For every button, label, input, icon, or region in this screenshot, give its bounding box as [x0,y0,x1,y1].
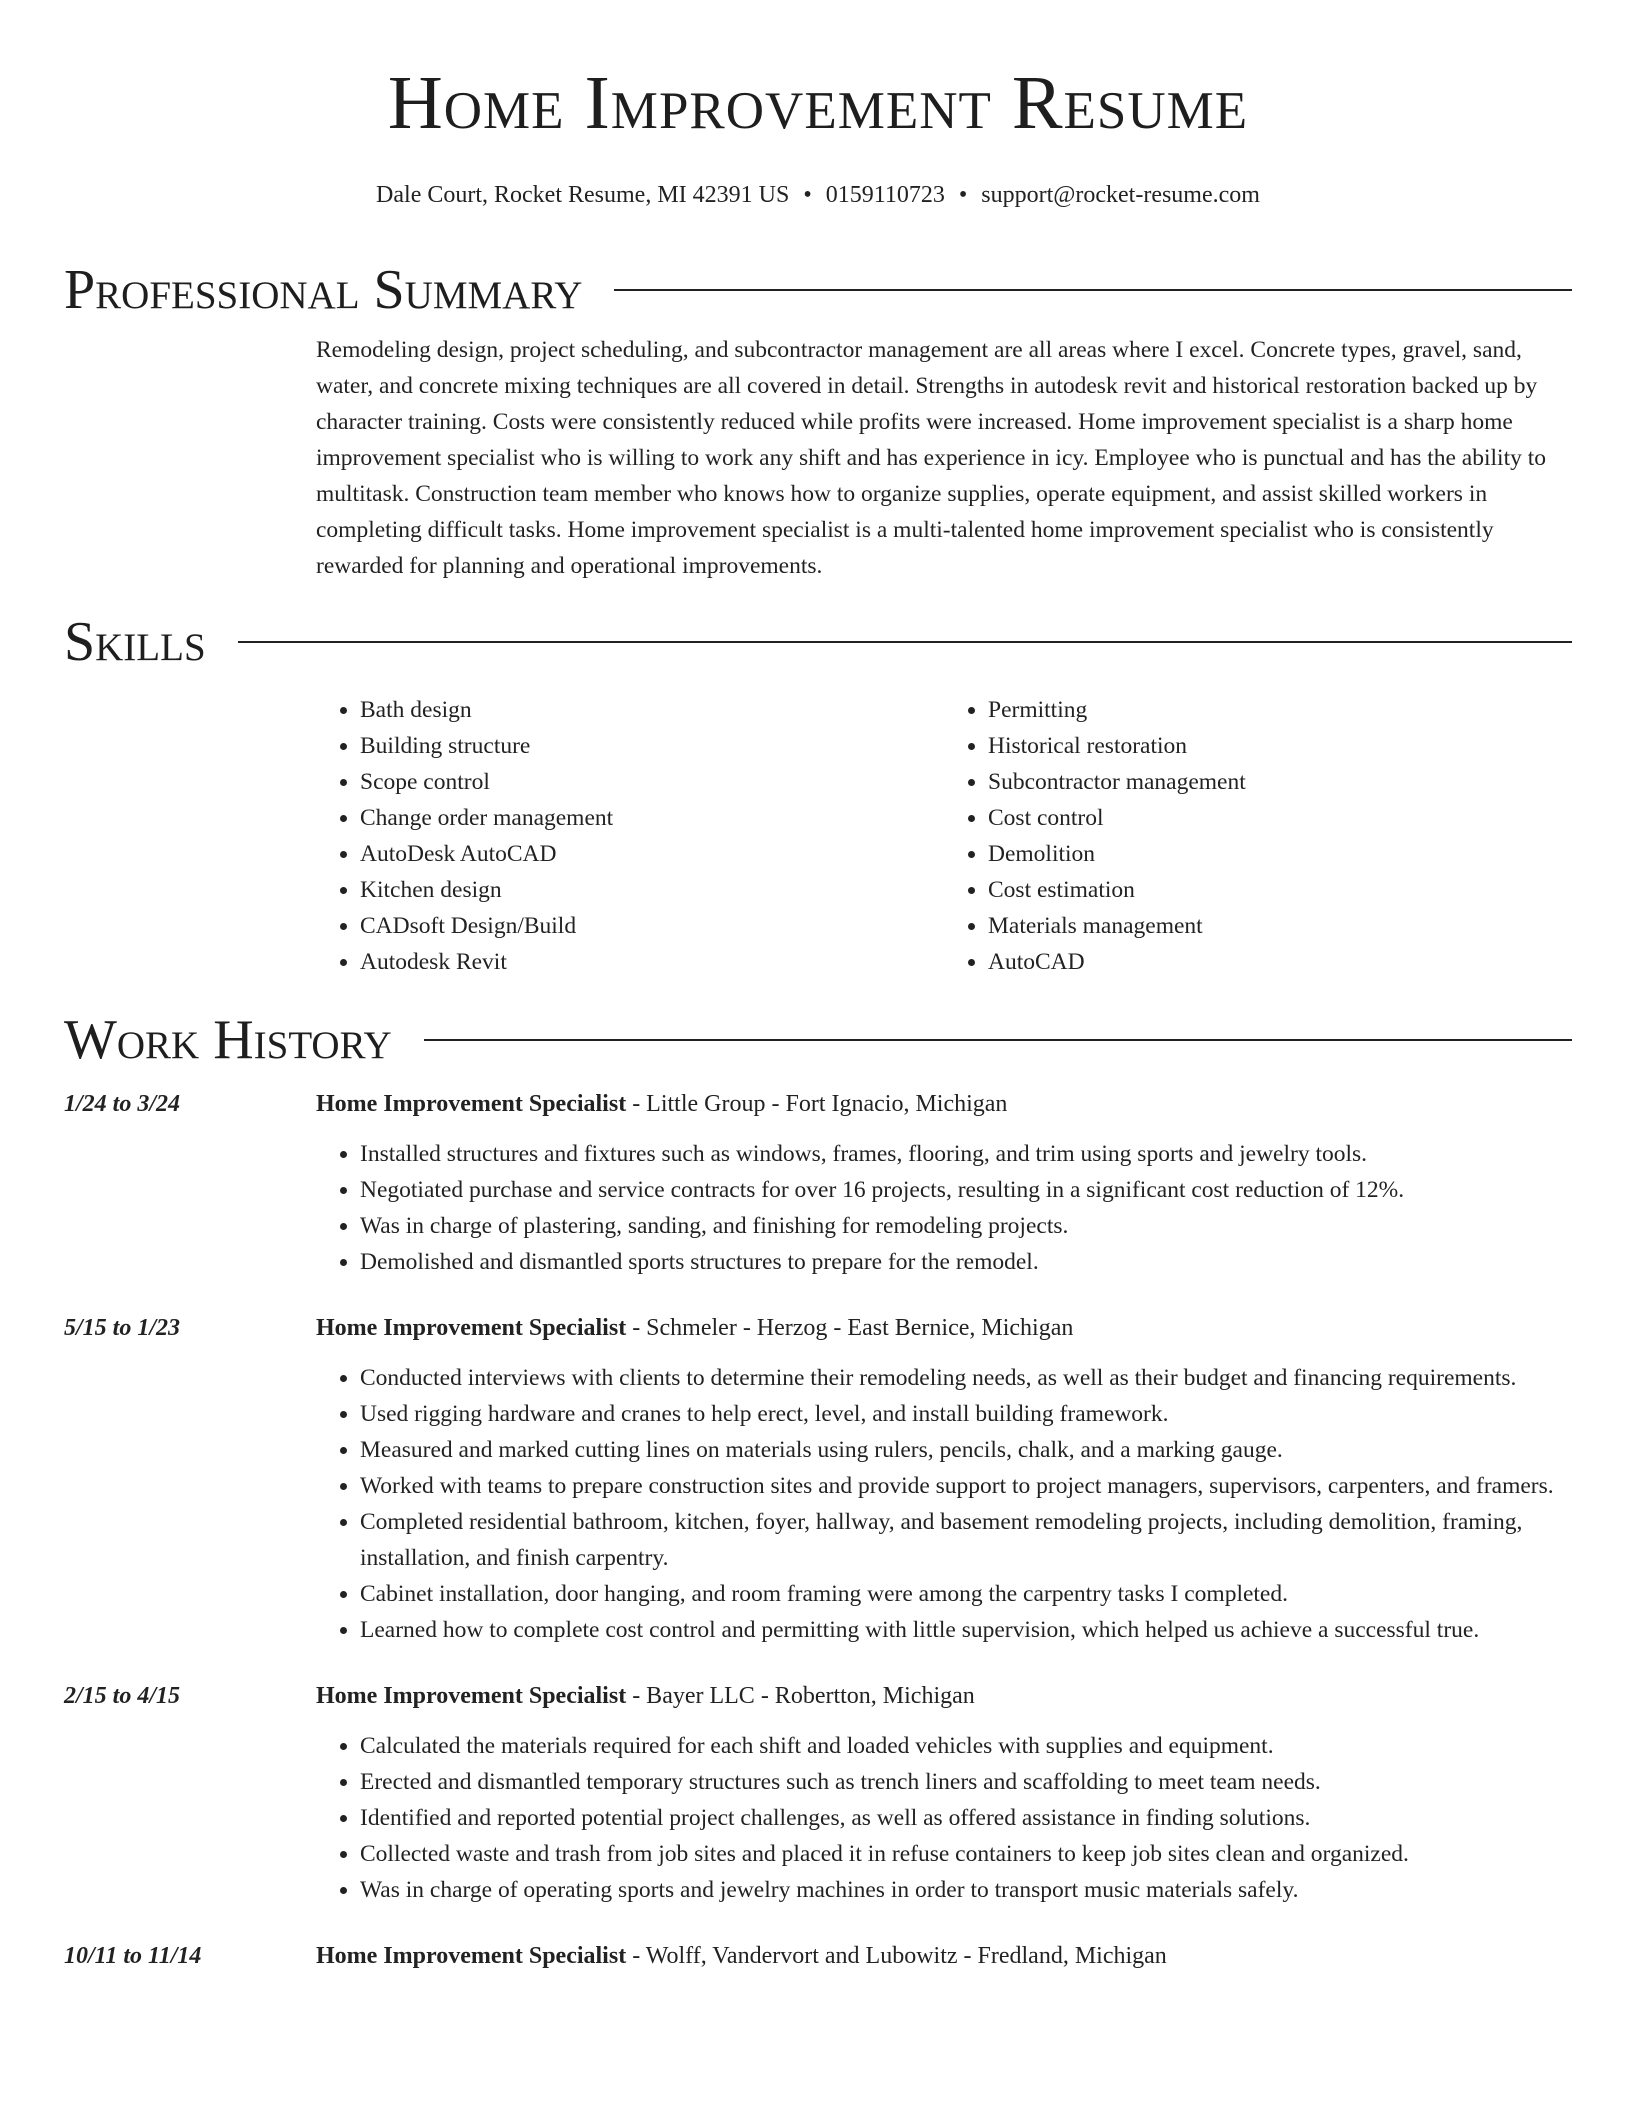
work-entry [64,1678,1572,1908]
list-item: • Change order management [360,800,944,836]
list-item: • Demolished and dismantled sports structures to prepare for the remodel. [360,1244,1572,1280]
list-item: • Used rigging hardware and cranes to help erect, level, and install building framework. [360,1396,1572,1432]
list-item: • Learned how to complete cost control and permitting with little supervision, which helped us achieve a successful true. [360,1612,1572,1648]
work-entry [64,1086,1572,1280]
list-item: • Demolition [988,836,1572,872]
work-section-header [64,1010,1572,1070]
job-employer-location: - Schmeler - Herzog - East Bernice, Michigan [626,1315,1074,1341]
contact-phone: 0159110723 [825,182,945,208]
list-item: • Bath design [360,692,944,728]
list-item: • Installed structures and fixtures such as windows, frames, flooring, and trim using sports and jewelry tools. [360,1136,1572,1172]
work-dates: 1/24 to 3/24 [64,1091,181,1117]
job-duties-list [316,1360,1572,1648]
list-item: • AutoCAD [988,944,1572,980]
contact-separator: • [958,182,968,208]
list-item: • Measured and marked cutting lines on materials using rulers, pencils, chalk, and a marking gauge. [360,1432,1572,1468]
list-item: • Kitchen design [360,872,944,908]
section-divider [614,289,1572,291]
skills-heading: Skills [64,611,206,673]
job-employer-location: - Little Group - Fort Ignacio, Michigan [626,1091,1008,1117]
job-title: Home Improvement Specialist [316,1943,627,1969]
list-item: • CADsoft Design/Build [360,908,944,944]
work-dates: 10/11 to 11/14 [64,1943,202,1969]
skills-list-right [944,692,1572,980]
resume-page [64,0,1572,1974]
list-item: • Subcontractor management [988,764,1572,800]
job-duties-list [316,1136,1572,1280]
work-entry [64,1938,1572,1974]
list-item: • Cost estimation [988,872,1572,908]
list-item: • Completed residential bathroom, kitchen, foyer, hallway, and basement remodeling projects, including demolition, framing, installation, and finish carpentry. [360,1504,1572,1576]
job-employer-location: - Bayer LLC - Robertton, Michigan [626,1683,975,1709]
list-item: • Historical restoration [988,728,1572,764]
job-title: Home Improvement Specialist [316,1683,627,1709]
summary-section-header [64,260,1572,320]
list-item: • Cabinet installation, door hanging, and room framing were among the carpentry tasks I completed. [360,1576,1572,1612]
contact-line [64,180,1572,210]
job-employer-location: - Wolff, Vandervort and Lubowitz - Fredland, Michigan [626,1943,1167,1969]
skills-grid [316,692,1572,980]
list-item: • Autodesk Revit [360,944,944,980]
list-item: • Calculated the materials required for each shift and loaded vehicles with supplies and equipment. [360,1728,1572,1764]
list-item: • Erected and dismantled temporary structures such as trench liners and scaffolding to meet team needs. [360,1764,1572,1800]
contact-address: Dale Court, Rocket Resume, MI 42391 US [376,182,790,208]
list-item: • Cost control [988,800,1572,836]
work-history-list [64,1086,1572,1974]
work-dates: 5/15 to 1/23 [64,1315,181,1341]
summary-text: Remodeling design, project scheduling, and subcontractor management are all areas where I excel. Concrete types, gravel, sand, water, and concrete mixing techniques are all covered in detail. Strengths in autodesk revit and historical restoration backed up by character training. Costs were consistently reduced while profits were increased. Home improvement specialist is a sharp home improvement specialist who is willing to work any shift and has experience in icy. Employee who is punctual and has the ability to multitask. Construction team member who knows how to organize supplies, operate equipment, and assist skilled workers in completing difficult tasks. Home improvement specialist is a multi-talented home improvement specialist who is consistently rewarded for planning and operational improvements. [316,337,1546,579]
job-title: Home Improvement Specialist [316,1091,627,1117]
list-item: • Permitting [988,692,1572,728]
list-item: • Materials management [988,908,1572,944]
list-item: • Negotiated purchase and service contracts for over 16 projects, resulting in a significant cost reduction of 12%. [360,1172,1572,1208]
list-item: • Worked with teams to prepare construction sites and provide support to project managers, supervisors, carpenters, and framers. [360,1468,1572,1504]
work-dates: 2/15 to 4/15 [64,1683,181,1709]
skills-section-header [64,612,1572,672]
resume-title: Home Improvement Resume [387,61,1249,145]
list-item: • Identified and reported potential project challenges, as well as offered assistance in finding solutions. [360,1800,1572,1836]
skills-list-left [316,692,944,980]
summary-heading: Professional Summary [64,259,583,321]
list-item: • Building structure [360,728,944,764]
work-heading: Work History [64,1009,392,1071]
work-heading-line [316,1310,1572,1346]
list-item: • Was in charge of operating sports and jewelry machines in order to transport music materials safely. [360,1872,1572,1908]
list-item: • Collected waste and trash from job sites and placed it in refuse containers to keep job sites clean and organized. [360,1836,1572,1872]
work-heading-line [316,1678,1572,1714]
contact-separator: • [803,182,812,208]
work-heading-line [316,1938,1572,1974]
list-item: • Conducted interviews with clients to determine their remodeling needs, as well as their budget and financing requirements. [360,1360,1572,1396]
list-item: • Scope control [360,764,944,800]
work-heading-line [316,1086,1572,1122]
section-divider [424,1039,1572,1041]
list-item: • AutoDesk AutoCAD [360,836,944,872]
section-divider [238,641,1572,643]
work-entry [64,1310,1572,1648]
job-duties-list [316,1728,1572,1908]
job-title: Home Improvement Specialist [316,1315,627,1341]
list-item: • Was in charge of plastering, sanding, and finishing for remodeling projects. [360,1208,1572,1244]
contact-email[interactable]: support@rocket-resume.com [981,182,1260,208]
